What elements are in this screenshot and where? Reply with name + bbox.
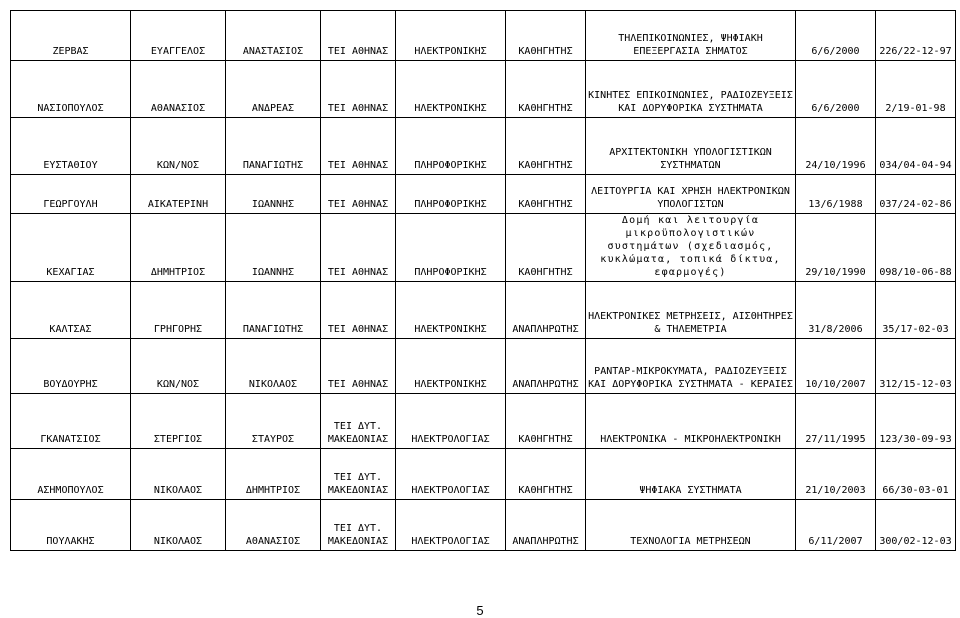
cell-reference: 123/30-09-93 xyxy=(876,394,956,449)
cell-father-name: ΠΑΝΑΓΙΩΤΗΣ xyxy=(226,118,321,175)
cell-rank: ΚΑΘΗΓΗΤΗΣ xyxy=(506,11,586,61)
cell-institution: ΤΕΙ ΑΘΗΝΑΣ xyxy=(321,118,396,175)
cell-surname: ΒΟΥΔΟΥΡΗΣ xyxy=(11,339,131,394)
cell-subject: ΗΛΕΚΤΡΟΝΙΚΕΣ ΜΕΤΡΗΣΕΙΣ, ΑΙΣΘΗΤΗΡΕΣ & ΤΗΛΕΜΕΤΡΙΑ xyxy=(586,282,796,339)
cell-first-name: ΑΘΑΝΑΣΙΟΣ xyxy=(131,61,226,118)
cell-reference: 2/19-01-98 xyxy=(876,61,956,118)
cell-department: ΠΛΗΡΟΦΟΡΙΚΗΣ xyxy=(396,214,506,282)
cell-surname: ΠΟΥΛΑΚΗΣ xyxy=(11,500,131,551)
cell-institution: ΤΕΙ ΔΥΤ. ΜΑΚΕΔΟΝΙΑΣ xyxy=(321,449,396,500)
table-row xyxy=(11,175,956,214)
cell-department: ΗΛΕΚΤΡΟΝΙΚΗΣ xyxy=(396,339,506,394)
table-row xyxy=(11,118,956,175)
cell-first-name: ΓΡΗΓΟΡΗΣ xyxy=(131,282,226,339)
table-row xyxy=(11,282,956,339)
cell-subject: ΗΛΕΚΤΡΟΝΙΚΑ - ΜΙΚΡΟΗΛΕΚΤΡΟΝΙΚΗ xyxy=(586,394,796,449)
cell-father-name: ΣΤΑΥΡΟΣ xyxy=(226,394,321,449)
cell-subject: ΛΕΙΤΟΥΡΓΙΑ ΚΑΙ ΧΡΗΣΗ ΗΛΕΚΤΡΟΝΙΚΩΝ ΥΠΟΛΟΓΙΣΤΩΝ xyxy=(586,175,796,214)
cell-first-name: ΕΥΑΓΓΕΛΟΣ xyxy=(131,11,226,61)
cell-date: 27/11/1995 xyxy=(796,394,876,449)
cell-first-name: ΑΙΚΑΤΕΡΙΝΗ xyxy=(131,175,226,214)
cell-institution: ΤΕΙ ΑΘΗΝΑΣ xyxy=(321,339,396,394)
faculty-table xyxy=(10,10,956,551)
table-row xyxy=(11,214,956,282)
cell-reference: 312/15-12-03 xyxy=(876,339,956,394)
cell-institution: ΤΕΙ ΑΘΗΝΑΣ xyxy=(321,214,396,282)
cell-reference: 66/30-03-01 xyxy=(876,449,956,500)
cell-first-name: ΝΙΚΟΛΑΟΣ xyxy=(131,449,226,500)
cell-department: ΗΛΕΚΤΡΟΝΙΚΗΣ xyxy=(396,11,506,61)
cell-rank: ΚΑΘΗΓΗΤΗΣ xyxy=(506,214,586,282)
cell-surname: ΚΑΛΤΣΑΣ xyxy=(11,282,131,339)
cell-father-name: ΑΝΑΣΤΑΣΙΟΣ xyxy=(226,11,321,61)
table-row xyxy=(11,449,956,500)
cell-date: 6/6/2000 xyxy=(796,11,876,61)
cell-institution: ΤΕΙ ΑΘΗΝΑΣ xyxy=(321,11,396,61)
cell-date: 13/6/1988 xyxy=(796,175,876,214)
cell-surname: ΝΑΣΙΟΠΟΥΛΟΣ xyxy=(11,61,131,118)
cell-surname: ΚΕΧΑΓΙΑΣ xyxy=(11,214,131,282)
cell-surname: ΓΕΩΡΓΟΥΛΗ xyxy=(11,175,131,214)
cell-surname: ΓΚΑΝΑΤΣΙΟΣ xyxy=(11,394,131,449)
cell-rank: ΚΑΘΗΓΗΤΗΣ xyxy=(506,118,586,175)
cell-department: ΗΛΕΚΤΡΟΝΙΚΗΣ xyxy=(396,61,506,118)
cell-institution: ΤΕΙ ΔΥΤ. ΜΑΚΕΔΟΝΙΑΣ xyxy=(321,500,396,551)
cell-rank: ΚΑΘΗΓΗΤΗΣ xyxy=(506,61,586,118)
cell-surname: ΖΕΡΒΑΣ xyxy=(11,11,131,61)
cell-rank: ΚΑΘΗΓΗΤΗΣ xyxy=(506,394,586,449)
cell-reference: 098/10-06-88 xyxy=(876,214,956,282)
cell-first-name: ΝΙΚΟΛΑΟΣ xyxy=(131,500,226,551)
cell-rank: ΚΑΘΗΓΗΤΗΣ xyxy=(506,449,586,500)
cell-surname: ΕΥΣΤΑΘΙΟΥ xyxy=(11,118,131,175)
cell-father-name: ΑΝΔΡΕΑΣ xyxy=(226,61,321,118)
cell-surname: ΑΣΗΜΟΠΟΥΛΟΣ xyxy=(11,449,131,500)
table-row xyxy=(11,11,956,61)
cell-subject: ΤΗΛΕΠΙΚΟΙΝΩΝΙΕΣ, ΨΗΦΙΑΚΗ ΕΠΕΞΕΡΓΑΣΙΑ ΣΗΜΑΤΟΣ xyxy=(586,11,796,61)
cell-institution: ΤΕΙ ΑΘΗΝΑΣ xyxy=(321,175,396,214)
cell-date: 6/11/2007 xyxy=(796,500,876,551)
cell-date: 10/10/2007 xyxy=(796,339,876,394)
cell-father-name: ΠΑΝΑΓΙΩΤΗΣ xyxy=(226,282,321,339)
cell-rank: ΚΑΘΗΓΗΤΗΣ xyxy=(506,175,586,214)
cell-department: ΗΛΕΚΤΡΟΝΙΚΗΣ xyxy=(396,282,506,339)
table-row xyxy=(11,394,956,449)
cell-reference: 034/04-04-94 xyxy=(876,118,956,175)
cell-father-name: ΔΗΜΗΤΡΙΟΣ xyxy=(226,449,321,500)
cell-subject: ΚΙΝΗΤΕΣ ΕΠΙΚΟΙΝΩΝΙΕΣ, ΡΑΔΙΟΖΕΥΞΕΙΣ ΚΑΙ ΔΟΡΥΦΟΡΙΚΑ ΣΥΣΤΗΜΑΤΑ xyxy=(586,61,796,118)
cell-institution: ΤΕΙ ΑΘΗΝΑΣ xyxy=(321,61,396,118)
cell-date: 24/10/1996 xyxy=(796,118,876,175)
cell-department: ΗΛΕΚΤΡΟΛΟΓΙΑΣ xyxy=(396,500,506,551)
cell-father-name: ΝΙΚΟΛΑΟΣ xyxy=(226,339,321,394)
cell-father-name: ΙΩΑΝΝΗΣ xyxy=(226,214,321,282)
cell-institution: ΤΕΙ ΔΥΤ. ΜΑΚΕΔΟΝΙΑΣ xyxy=(321,394,396,449)
cell-rank: ΑΝΑΠΛΗΡΩΤΗΣ xyxy=(506,500,586,551)
cell-subject: ΑΡΧΙΤΕΚΤΟΝΙΚΗ ΥΠΟΛΟΓΙΣΤΙΚΩΝ ΣΥΣΤΗΜΑΤΩΝ xyxy=(586,118,796,175)
cell-date: 6/6/2000 xyxy=(796,61,876,118)
cell-subject: Δομή και λειτουργία μικροϋπολογιστικών συστημάτων (σχεδιασμός, κυκλώματα, τοπικά δίκτυα, εφαρμογές) xyxy=(586,214,796,282)
page-number: 5 xyxy=(476,603,484,618)
cell-first-name: ΣΤΕΡΓΙΟΣ xyxy=(131,394,226,449)
cell-institution: ΤΕΙ ΑΘΗΝΑΣ xyxy=(321,282,396,339)
cell-subject: ΨΗΦΙΑΚΑ ΣΥΣΤΗΜΑΤΑ xyxy=(586,449,796,500)
cell-reference: 037/24-02-86 xyxy=(876,175,956,214)
cell-department: ΗΛΕΚΤΡΟΛΟΓΙΑΣ xyxy=(396,394,506,449)
cell-subject: ΤΕΧΝΟΛΟΓΙΑ ΜΕΤΡΗΣΕΩΝ xyxy=(586,500,796,551)
cell-father-name: ΑΘΑΝΑΣΙΟΣ xyxy=(226,500,321,551)
cell-father-name: ΙΩΑΝΝΗΣ xyxy=(226,175,321,214)
cell-first-name: ΚΩΝ/ΝΟΣ xyxy=(131,339,226,394)
cell-department: ΠΛΗΡΟΦΟΡΙΚΗΣ xyxy=(396,118,506,175)
cell-date: 29/10/1990 xyxy=(796,214,876,282)
cell-reference: 300/02-12-03 xyxy=(876,500,956,551)
cell-first-name: ΔΗΜΗΤΡΙΟΣ xyxy=(131,214,226,282)
table-row xyxy=(11,339,956,394)
cell-date: 31/8/2006 xyxy=(796,282,876,339)
table-row xyxy=(11,500,956,551)
cell-rank: ΑΝΑΠΛΗΡΩΤΗΣ xyxy=(506,282,586,339)
cell-date: 21/10/2003 xyxy=(796,449,876,500)
cell-department: ΗΛΕΚΤΡΟΛΟΓΙΑΣ xyxy=(396,449,506,500)
cell-reference: 226/22-12-97 xyxy=(876,11,956,61)
cell-first-name: ΚΩΝ/ΝΟΣ xyxy=(131,118,226,175)
cell-rank: ΑΝΑΠΛΗΡΩΤΗΣ xyxy=(506,339,586,394)
table-row xyxy=(11,61,956,118)
cell-reference: 35/17-02-03 xyxy=(876,282,956,339)
cell-subject: ΡΑΝΤΑΡ-ΜΙΚΡΟΚΥΜΑΤΑ, ΡΑΔΙΟΖΕΥΞΕΙΣ ΚΑΙ ΔΟΡΥΦΟΡΙΚΑ ΣΥΣΤΗΜΑΤΑ - ΚΕΡΑΙΕΣ xyxy=(586,339,796,394)
cell-department: ΠΛΗΡΟΦΟΡΙΚΗΣ xyxy=(396,175,506,214)
